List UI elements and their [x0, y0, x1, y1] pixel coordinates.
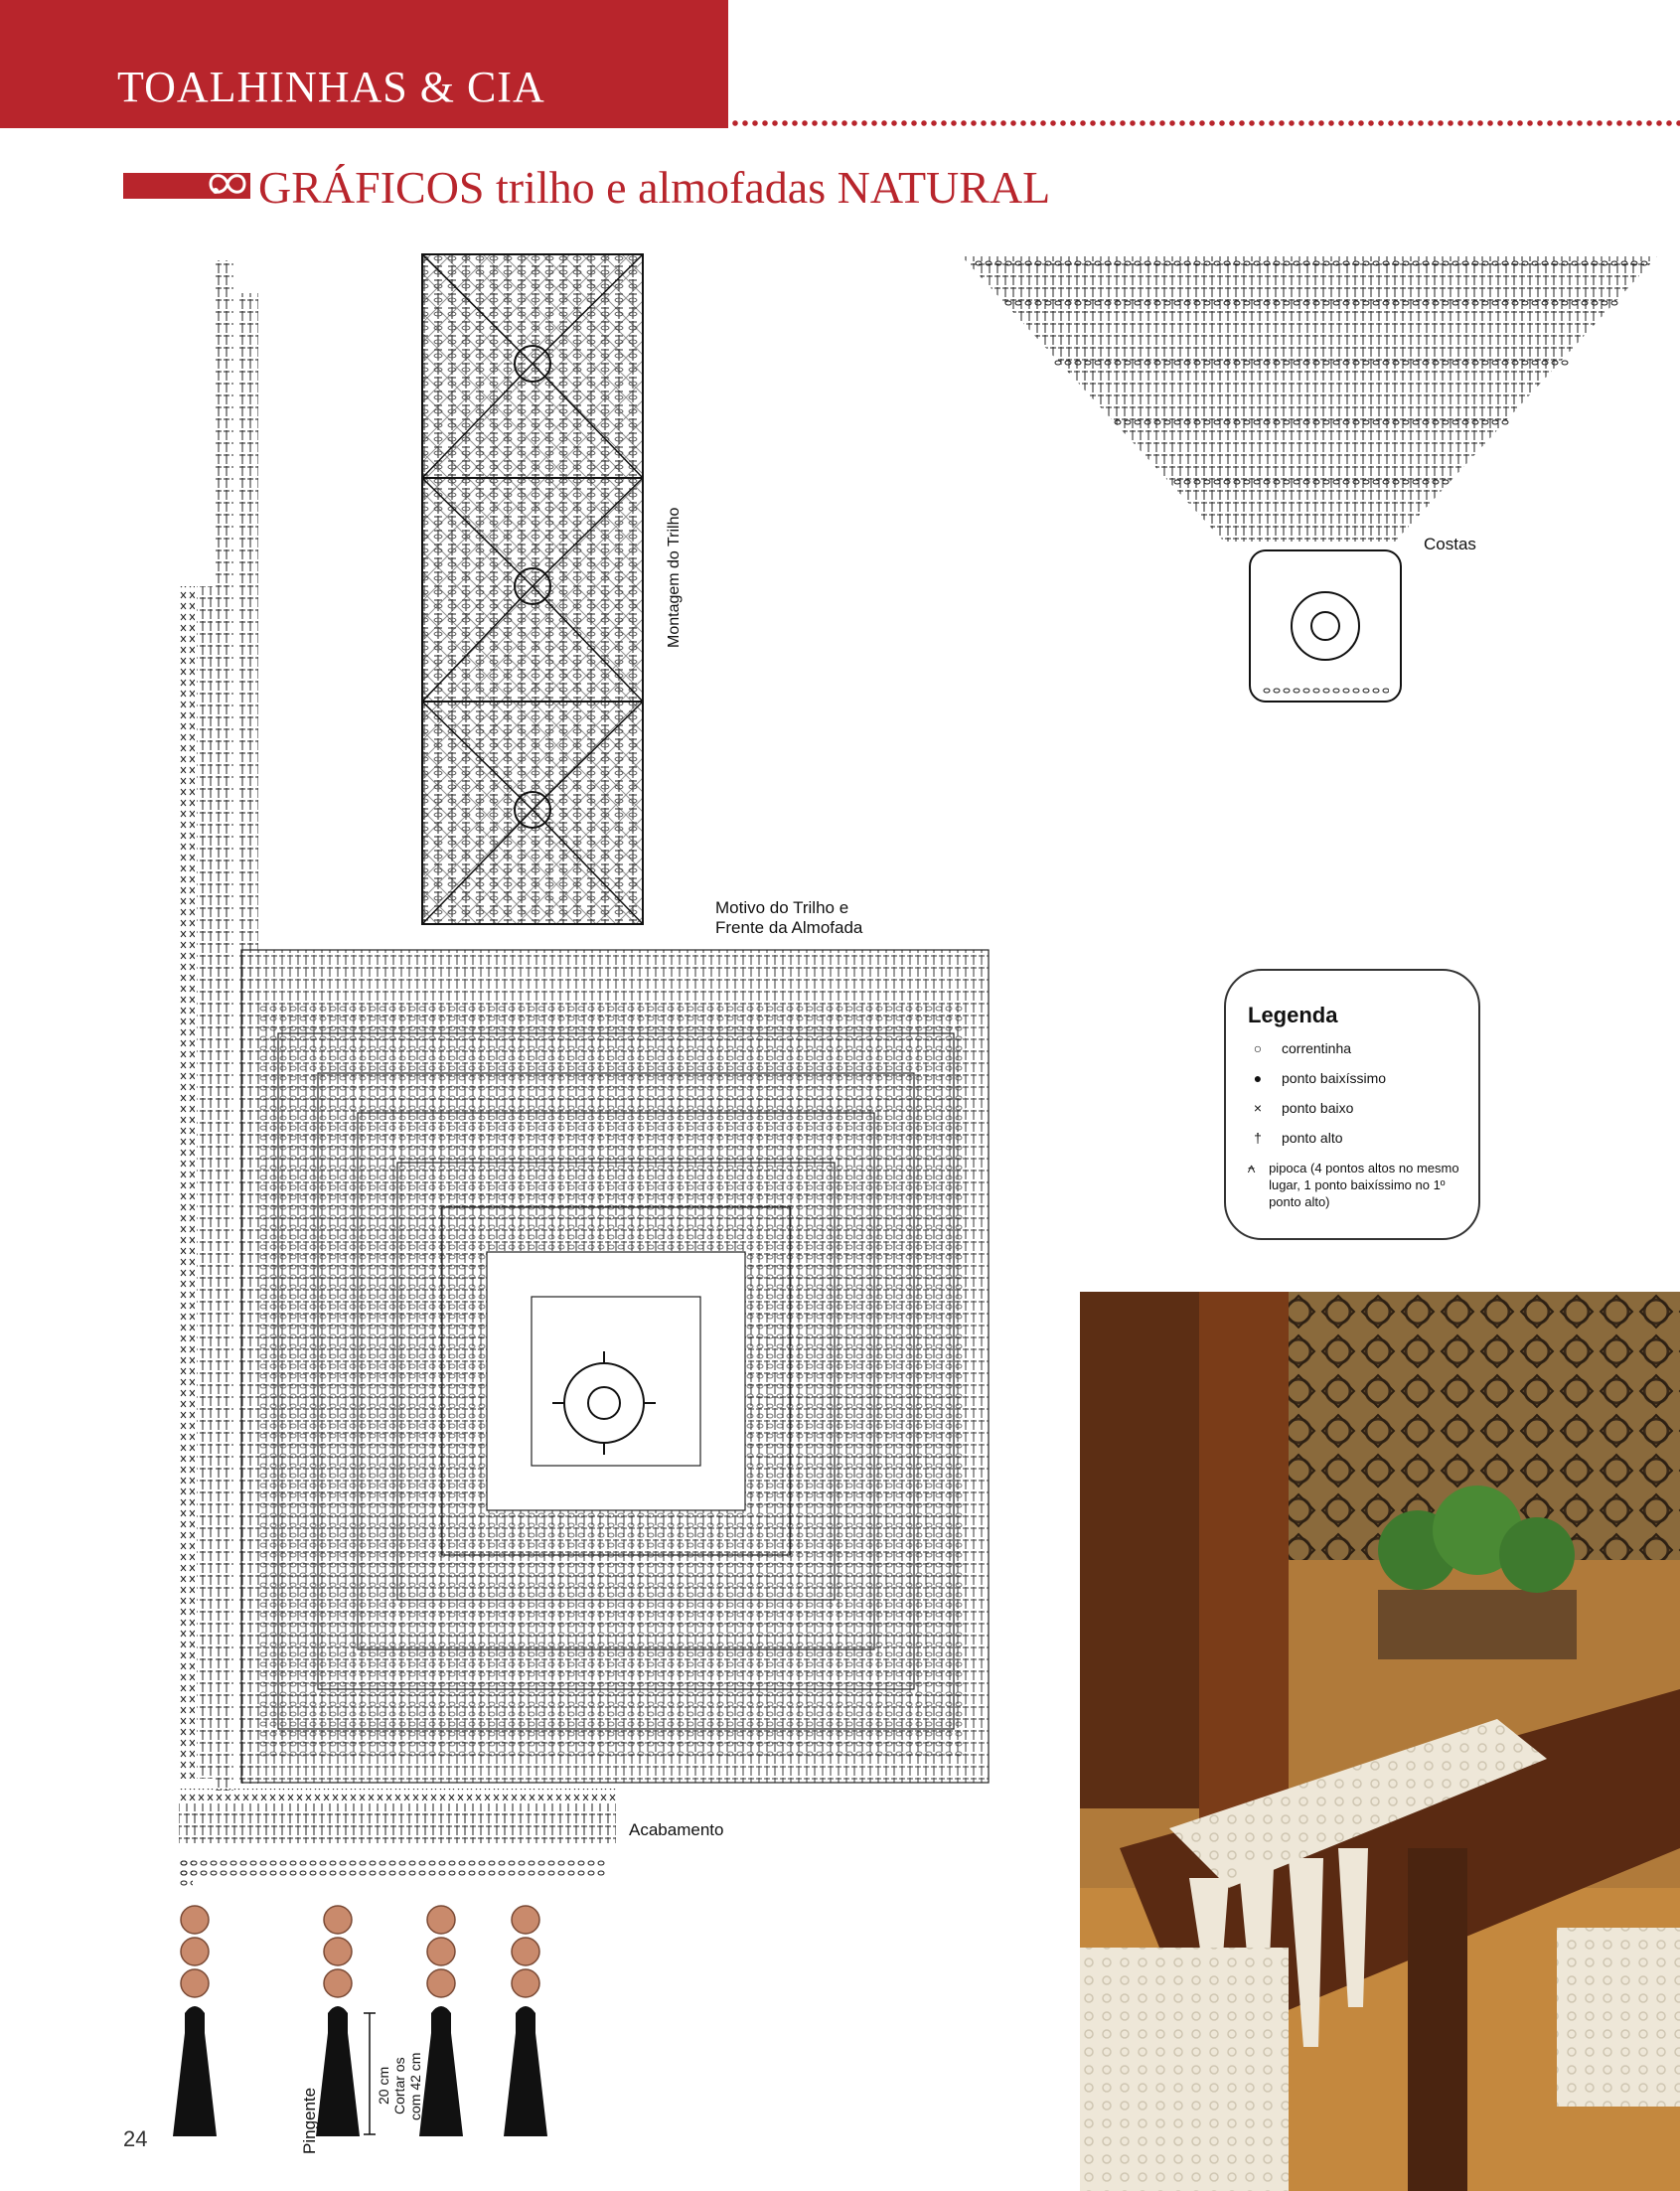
finishing-band-chart: [179, 1789, 616, 1886]
pendant-illustrations: [173, 1906, 547, 2136]
legend-item: [1246, 1130, 1343, 1147]
page-number: 24: [123, 2126, 148, 2151]
legend-item-label: ponto baixíssimo: [1282, 1070, 1387, 1086]
double-crochet-icon: †: [1254, 1130, 1262, 1146]
label-pingente: Pingente: [300, 2087, 319, 2154]
legend-item-label: ponto alto: [1282, 1130, 1343, 1146]
legend-item-label: pipoca (4 pontos altos no mesmo lugar, 1 ponto baixíssimo no 1º ponto alto): [1269, 1161, 1459, 1209]
page-title: GRÁFICOS trilho e almofadas NATURAL: [258, 162, 1051, 213]
slip-stitch-icon: ●: [1253, 1070, 1263, 1086]
product-photo: [1080, 1292, 1680, 2191]
label-motivo-line2: Frente da Almofada: [715, 918, 863, 937]
legend-item: [1246, 1040, 1351, 1057]
stitch-column: [214, 260, 233, 1791]
label-measure-42cm: com 42 cm: [407, 2052, 423, 2120]
legend-item: [1246, 1160, 1469, 1210]
chain-stitch-icon: ○: [1253, 1040, 1263, 1056]
legend-box: [1224, 969, 1480, 1240]
label-measure-20cm: 20 cm: [376, 2066, 391, 2105]
runner-assembly-chart: [422, 254, 643, 924]
legend-item: [1246, 1100, 1353, 1117]
pendant: [173, 1906, 217, 2136]
label-acabamento: Acabamento: [629, 1820, 724, 1839]
header-section-title: TOALHINHAS & CIA: [117, 63, 545, 111]
legend-item-label: ponto baixo: [1282, 1100, 1354, 1116]
popcorn-stitch-icon: ⍲: [1247, 1160, 1256, 1175]
photo-illustration: [1080, 1292, 1680, 2191]
label-costas: Costas: [1424, 535, 1476, 553]
pendant: [504, 1906, 547, 2136]
legend-item-label: correntinha: [1282, 1040, 1352, 1056]
label-motivo-line1: Motivo do Trilho e: [715, 898, 849, 917]
single-crochet-icon: ×: [1253, 1100, 1263, 1116]
stitch-column: [179, 586, 195, 1779]
pendant: [419, 1906, 463, 2136]
stitch-column: [197, 586, 213, 1779]
main-motif-chart: [241, 950, 989, 1783]
label-montagem-trilho: Montagem do Trilho: [666, 507, 683, 648]
legend-item: [1246, 1070, 1386, 1087]
pendant: [316, 1906, 360, 2136]
label-measure-cortar: Cortar os: [391, 2057, 407, 2114]
legend-title: Legenda: [1248, 1003, 1338, 1027]
back-cushion-chart: [962, 256, 1657, 702]
